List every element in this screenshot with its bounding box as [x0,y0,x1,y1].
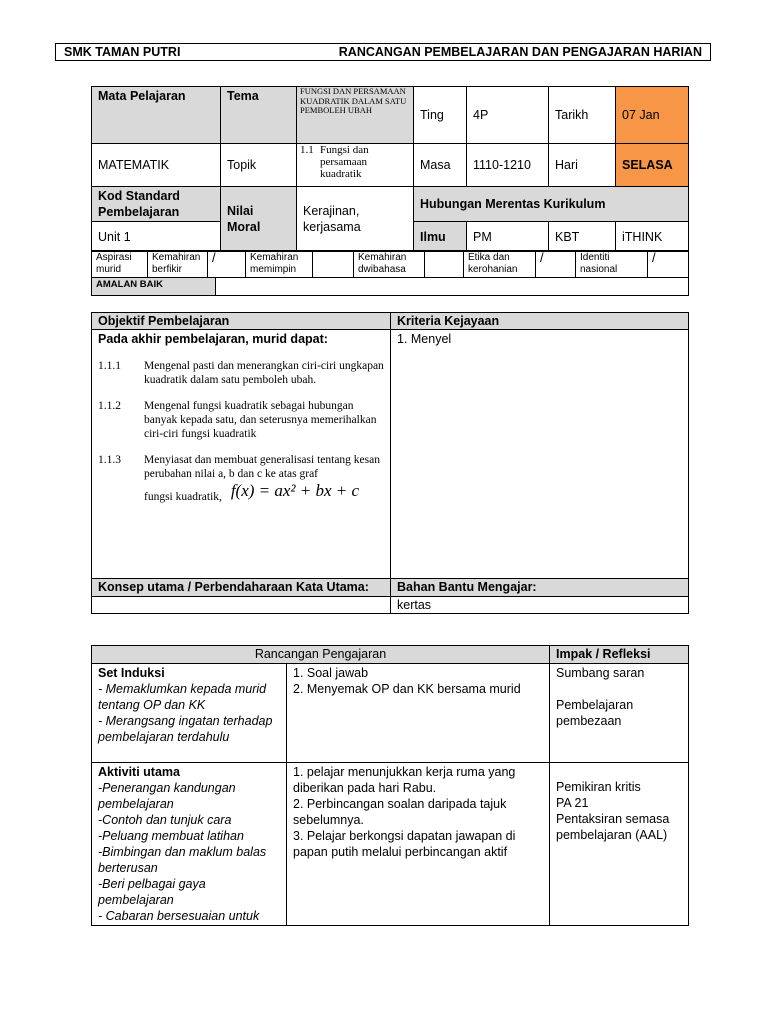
impak-item: Pemikiran kritis [556,780,641,794]
objektif-text: Mengenal fungsi kuadratik sebagai hubungan banyak kepada satu, dan seterusnya memerihalkan ciri-ciri fungsi kuadratik [144,400,377,440]
nilai-moral-value: Kerajinan, kerjasama [297,187,414,252]
kbt-value: iTHINK [616,222,689,252]
aktiviti-point: -Contoh dan tunjuk cara [98,813,232,827]
kemahiran-memimpin-mark [313,251,354,278]
topik-label: Topik [221,144,297,187]
kriteria-value: 1. Menyel [391,330,689,579]
set-induksi-title: Set Induksi [98,666,165,680]
etika-kerohanian-mark: / [536,251,576,278]
step-item: 2. Perbincangan soalan daripada tajuk sebelumnya. [293,797,507,827]
objektif-item [98,453,384,481]
impak-heading: Impak / Refleksi [550,646,689,664]
kriteria-heading: Kriteria Kejayaan [391,313,689,330]
aktiviti-cell [92,763,287,926]
step-item: 2. Menyemak OP dan KK bersama murid [293,682,521,696]
formula-prefix: fungsi kuadratik, [144,491,222,503]
aktiviti-point: - Cabaran bersesuaian untuk [98,909,260,923]
tema-value: FUNGSI DAN PERSAMAAN KUADRATIK DALAM SATU PEMBOLEH UBAH [297,87,414,144]
aktiviti-impak [550,763,689,926]
kemahiran-berfikir-label: Kemahiran berfikir [148,251,208,278]
objektif-number: 1.1.3 [98,454,121,466]
objektif-number: 1.1.2 [98,400,121,412]
info-table [91,86,689,252]
aktiviti-point: -Penerangan kandungan pembelajaran [98,781,236,811]
quadratic-formula: f(x) = ax² + bx + c [230,481,360,500]
objektif-body [92,330,391,579]
set-induksi-cell [92,664,287,763]
objektif-number: 1.1.1 [98,360,121,372]
objektif-text: Mengenal pasti dan menerangkan ciri-ciri ungkapan kuadratik dalam satu pemboleh ubah. [144,360,384,386]
aktiviti-point: -Beri pelbagai gaya pembelajaran [98,877,206,907]
rancangan-table [91,645,689,926]
set-induksi-impak [550,664,689,763]
step-item: 3. Pelajar berkongsi dapatan jawapan di papan putih melalui perbincangan aktif [293,829,516,859]
ilmu-value: PM [467,222,549,252]
tema-label: Tema [221,87,297,144]
kod-standard-label: Kod Standard Pembelajaran [92,187,221,222]
objektif-text: Menyiasat dan membuat generalisasi tentang kesan perubahan nilai a, b dan c ke atas graf [144,454,380,480]
set-induksi-point: - Memaklumkan kepada murid tentang OP dan KK [98,682,267,712]
school-name: SMK TAMAN PUTRI [64,45,181,59]
impak-item: Sumbang saran [556,666,645,680]
objektif-table [91,312,689,614]
tarikh-value: 07 Jan [616,87,689,144]
identiti-nasional-label: Identiti nasional [576,251,648,278]
aktiviti-point: -Bimbingan dan maklum balas berterusan [98,845,267,875]
etika-kerohanian-label: Etika dan kerohanian [464,251,536,278]
objektif-heading: Objektif Pembelajaran [92,313,391,330]
mata-pelajaran-label: Mata Pelajaran [92,87,221,144]
amalan-baik-value [216,278,689,296]
identiti-nasional-mark: / [648,251,689,278]
masa-value: 1110-1210 [467,144,549,187]
objektif-intro: Pada akhir pembelajaran, murid dapat: [98,332,328,346]
hari-label: Hari [549,144,616,187]
objektif-item [98,399,384,441]
bahan-value: kertas [391,597,689,614]
impak-item: Pentaksiran semasa pembelajaran (AAL) [556,812,670,842]
document-header [55,43,711,61]
formula-line [144,481,384,505]
nilai-moral-label: Nilai Moral [221,187,297,252]
document-title: RANCANGAN PEMBELAJARAN DAN PENGAJARAN HARIAN [338,45,702,59]
konsep-heading: Konsep utama / Perbendaharaan Kata Utama: [92,579,391,597]
amalan-baik-table [91,277,689,296]
topik-cell [297,144,414,187]
topik-number: 1.1 [300,144,314,156]
set-induksi-steps [287,664,550,763]
impak-item: Pembelajaran pembezaan [556,698,634,728]
ting-value: 4P [467,87,549,144]
rancangan-heading: Rancangan Pengajaran [92,646,550,664]
amalan-baik-label: AMALAN BAIK [92,278,216,296]
ting-label: Ting [414,87,467,144]
kbt-label: KBT [549,222,616,252]
impak-item: PA 21 [556,796,589,810]
kemahiran-dwibahasa-mark [425,251,464,278]
impak-spacer [556,681,682,697]
topik-value: Fungsi dan persamaan kuadratik [320,144,369,180]
set-induksi-point: - Merangsang ingatan terhadap pembelajaran terdahulu [98,714,273,744]
objektif-item [98,359,384,387]
tarikh-label: Tarikh [549,87,616,144]
aspirasi-murid-label: Aspirasi murid [92,251,148,278]
masa-label: Masa [414,144,467,187]
aktiviti-point: -Peluang membuat latihan [98,829,244,843]
aktiviti-steps [287,763,550,926]
hari-value: SELASA [616,144,689,187]
konsep-value [92,597,391,614]
kemahiran-dwibahasa-label: Kemahiran dwibahasa [354,251,425,278]
step-item: 1. pelajar menunjukkan kerja ruma yang diberikan pada hari Rabu. [293,765,516,795]
kod-standard-value: Unit 1 [92,222,221,252]
hubungan-label: Hubungan Merentas Kurikulum [414,187,689,222]
aktiviti-title: Aktiviti utama [98,765,180,779]
aspirasi-table [91,250,689,278]
ilmu-label: Ilmu [414,222,467,252]
mata-pelajaran-value: MATEMATIK [92,144,221,187]
step-item: 1. Soal jawab [293,666,369,680]
kemahiran-memimpin-label: Kemahiran memimpin [246,251,313,278]
bahan-heading: Bahan Bantu Mengajar: [391,579,689,597]
kemahiran-berfikir-mark: / [208,251,246,278]
